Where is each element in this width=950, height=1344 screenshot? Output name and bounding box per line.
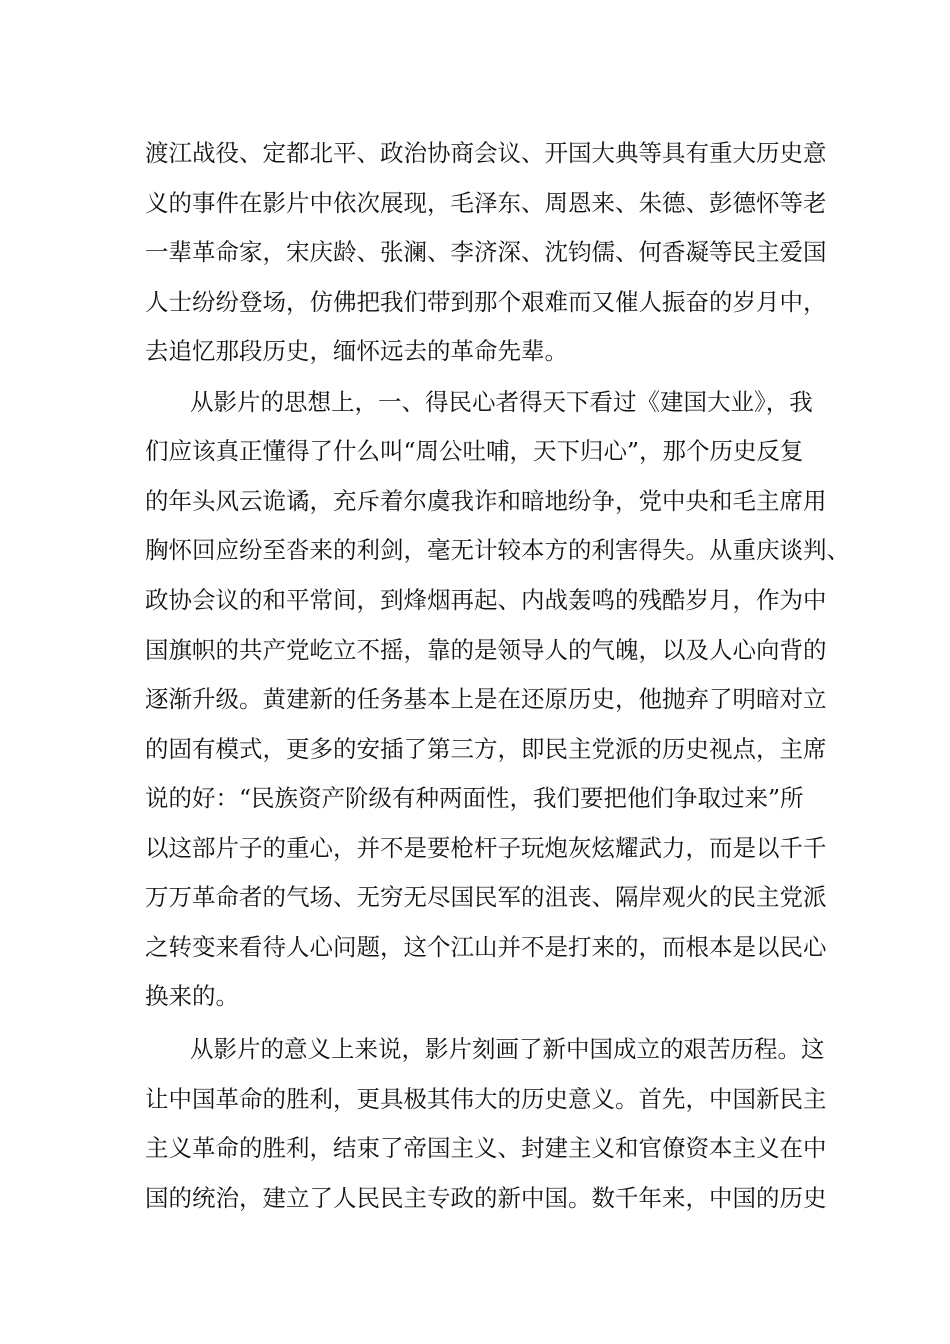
text-line: 的年头风云诡谲，充斥着尔虞我诈和暗地纷争，党中央和毛主席用 [145, 487, 827, 515]
text-line: 人士纷纷登场，仿佛把我们带到那个艰难而又催人振奋的岁月中， [145, 288, 827, 316]
text-line: 说的好：“民族资产阶级有种两面性，我们要把他们争取过来”所 [145, 784, 804, 812]
text-line: 以这部片子的重心，并不是要枪杆子玩炮灰炫耀武力，而是以千千 [145, 834, 827, 862]
text-line: 主义革命的胜利，结束了帝国主义、封建主义和官僚资本主义在中 [145, 1134, 827, 1162]
text-line: 政协会议的和平常间，到烽烟再起、内战轰鸣的残酷岁月，作为中 [145, 586, 827, 614]
paragraph-first-line: 从影片的意义上来说，影片刻画了新中国成立的艰苦历程。这 [190, 1035, 825, 1063]
paragraph-first-line: 从影片的思想上，一、得民心者得天下看过《建国大业》，我 [190, 388, 813, 416]
text-line: 去追忆那段历史，缅怀远去的革命先辈。 [145, 337, 568, 365]
text-line: 们应该真正懂得了什么叫“周公吐哺，天下归心”，那个历史反复 [145, 437, 804, 465]
text-line: 国的统治，建立了人民民主专政的新中国。数千年来，中国的历史 [145, 1184, 827, 1212]
text-line: 胸怀回应纷至沓来的利剑，毫无计较本方的利害得失。从重庆谈判、 [145, 536, 850, 564]
text-line: 国旗帜的共产党屹立不摇，靠的是领导人的气魄，以及人心向背的 [145, 636, 827, 664]
text-line: 一辈革命家，宋庆龄、张澜、李济深、沈钧儒、何香凝等民主爱国 [145, 238, 827, 266]
text-line: 让中国革命的胜利，更具极其伟大的历史意义。首先，中国新民主 [145, 1085, 827, 1113]
text-line: 逐渐升级。黄建新的任务基本上是在还原历史，他抛弃了明暗对立 [145, 685, 827, 713]
text-line: 万万革命者的气场、无穷无尽国民军的沮丧、隔岸观火的民主党派 [145, 883, 827, 911]
text-line: 义的事件在影片中依次展现，毛泽东、周恩来、朱德、彭德怀等老 [145, 189, 827, 217]
text-line: 之转变来看待人心问题，这个江山并不是打来的，而根本是以民心 [145, 933, 827, 961]
text-line: 的固有模式，更多的安插了第三方，即民主党派的历史视点，主席 [145, 735, 827, 763]
text-line: 换来的。 [145, 982, 239, 1010]
text-line: 渡江战役、定都北平、政治协商会议、开国大典等具有重大历史意 [145, 139, 827, 167]
